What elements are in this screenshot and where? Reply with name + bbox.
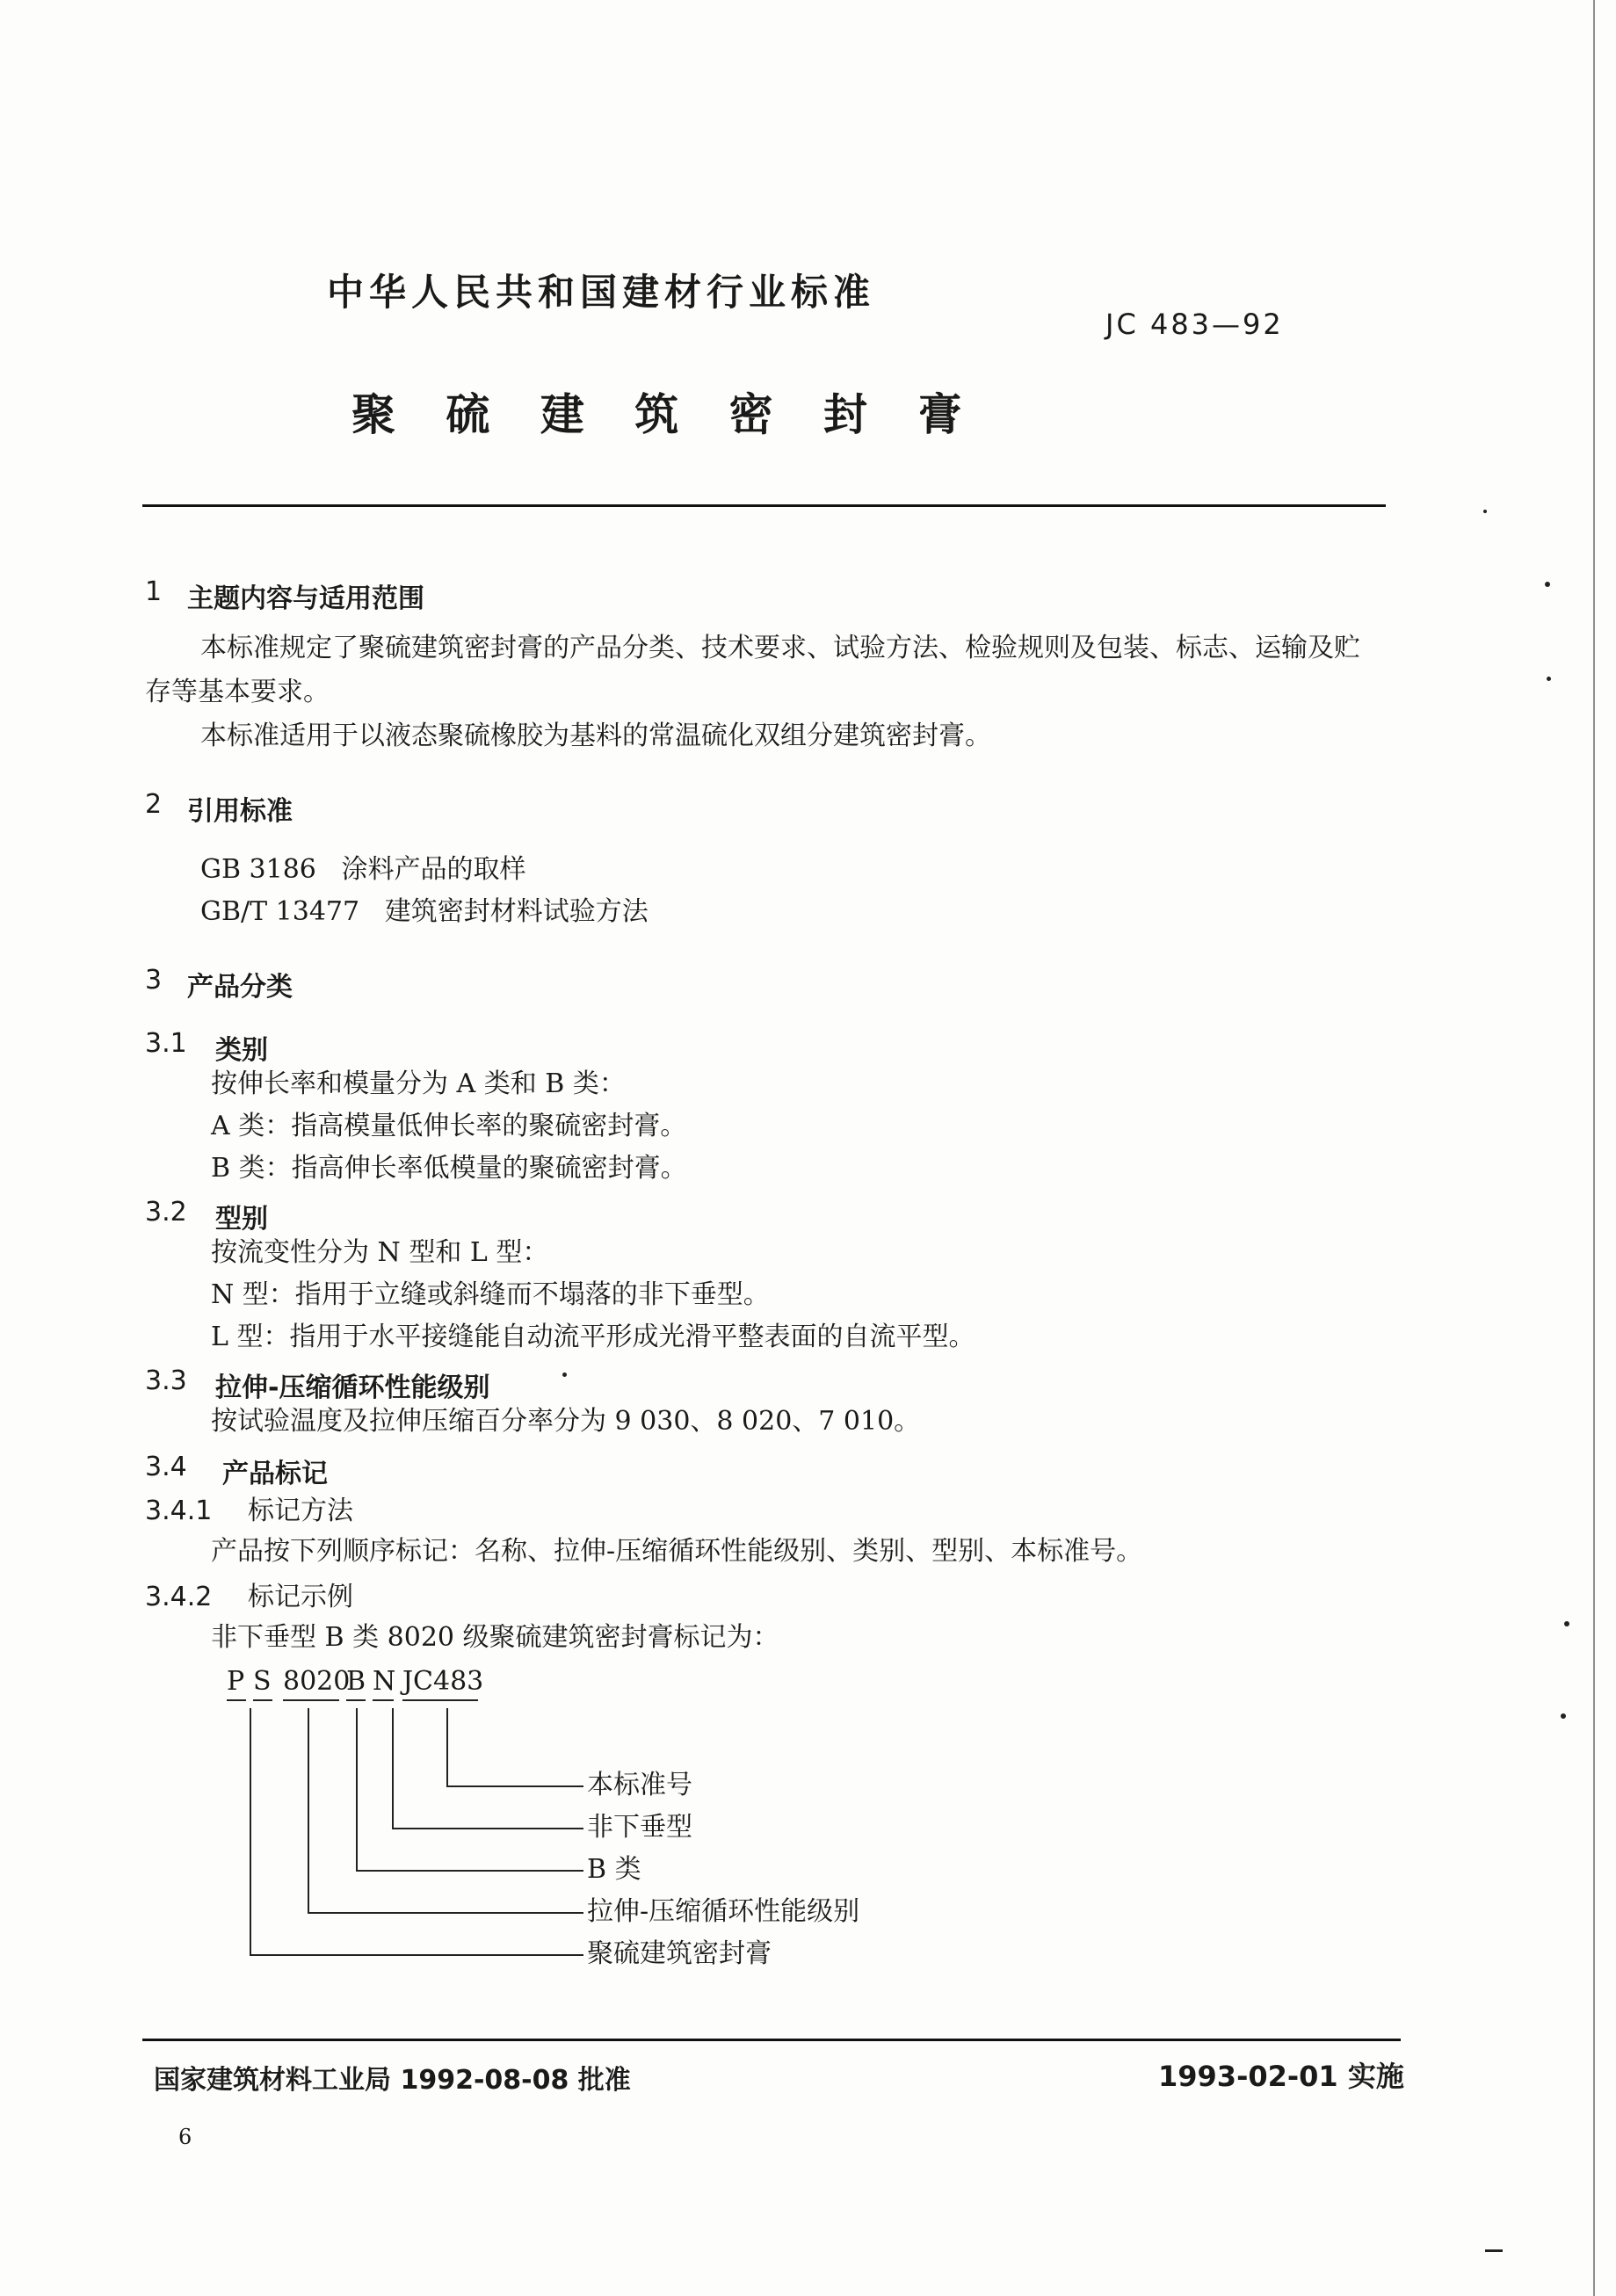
marking-code-grade: 8020	[283, 1666, 351, 1697]
scan-speck	[1485, 2249, 1503, 2252]
section-2-title: 引用标准	[187, 796, 293, 827]
section-1-number: 1	[145, 576, 163, 607]
header-rule	[142, 504, 1386, 507]
section-3-2-title: 型别	[215, 1204, 268, 1235]
leader-vertical-grade	[308, 1708, 309, 1914]
section-1-title: 主题内容与适用范围	[187, 583, 424, 614]
section-3-4-1-number: 3.4.1	[145, 1496, 213, 1526]
leader-vertical-name	[250, 1708, 251, 1956]
reference-1: GB 3186 涂料产品的取样	[200, 854, 526, 885]
scan-speck	[1545, 582, 1550, 587]
section-3-2-line-3: L 型：指用于水平接缝能自动流平形成光滑平整表面的自流平型。	[211, 1322, 975, 1352]
page-number: 6	[178, 2125, 192, 2149]
section-3-4-2-number: 3.4.2	[145, 1582, 213, 1612]
marking-label-standard: 本标准号	[587, 1770, 692, 1800]
leader-horizontal-name	[250, 1954, 583, 1956]
marking-code-s: S	[253, 1666, 273, 1697]
leader-vertical-class	[356, 1708, 358, 1872]
section-3-1-number: 3.1	[145, 1028, 187, 1059]
marking-label-name: 聚硫建筑密封膏	[587, 1938, 772, 1969]
scan-speck	[1483, 510, 1487, 513]
underline-class	[346, 1699, 366, 1701]
underline-grade	[283, 1699, 339, 1701]
underline-p	[227, 1699, 246, 1701]
standard-code: JC 483—92	[1105, 308, 1284, 341]
scan-speck	[1564, 1621, 1569, 1626]
section-3-4-1-title: 标记方法	[248, 1496, 353, 1526]
approval-info: 国家建筑材料工业局 1992-08-08 批准	[154, 2065, 631, 2096]
section-3-3-title: 拉伸-压缩循环性能级别	[215, 1373, 490, 1403]
marking-code-p: P	[227, 1666, 247, 1697]
leader-horizontal-standard	[446, 1785, 583, 1787]
section-3-number: 3	[145, 965, 163, 996]
effective-date: 1993-02-01 实施	[1158, 2060, 1404, 2093]
marking-label-grade: 拉伸-压缩循环性能级别	[587, 1896, 860, 1927]
leader-horizontal-class	[356, 1870, 583, 1872]
section-3-4-1-line-1: 产品按下列顺序标记：名称、拉伸-压缩循环性能级别、类别、型别、本标准号。	[211, 1536, 1143, 1567]
section-3-2-line-2: N 型：指用于立缝或斜缝而不塌落的非下垂型。	[211, 1279, 770, 1310]
section-3-2-line-1: 按流变性分为 N 型和 L 型：	[211, 1237, 549, 1268]
marking-code-class: B	[346, 1666, 366, 1697]
marking-label-class: B 类	[587, 1854, 641, 1885]
marking-label-type: 非下垂型	[587, 1812, 692, 1843]
footer-rule	[142, 2039, 1401, 2041]
section-2-number: 2	[145, 789, 163, 820]
section-3-4-number: 3.4	[145, 1452, 187, 1482]
document-org: 中华人民共和国建材行业标准	[327, 271, 876, 314]
marking-code-standard: JC483	[402, 1666, 484, 1697]
marking-code-type: N	[373, 1666, 396, 1697]
underline-s	[253, 1699, 272, 1701]
section-3-4-2-line-1: 非下垂型 B 类 8020 级聚硫建筑密封膏标记为：	[211, 1622, 779, 1653]
leader-horizontal-grade	[308, 1912, 583, 1914]
scan-speck	[1547, 677, 1551, 681]
section-3-2-number: 3.2	[145, 1197, 187, 1228]
section-1-para-2: 本标准适用于以液态聚硫橡胶为基料的常温硫化双组分建筑密封膏。	[200, 721, 991, 751]
section-3-4-title: 产品标记	[222, 1459, 328, 1489]
scan-edge-line	[1593, 0, 1595, 2296]
scan-speck	[1561, 1713, 1566, 1719]
section-1-para-1-line-2: 存等基本要求。	[145, 677, 330, 707]
leader-vertical-standard	[446, 1708, 448, 1787]
section-3-1-line-3: B 类：指高伸长率低模量的聚硫密封膏。	[211, 1153, 687, 1184]
underline-standard	[402, 1699, 478, 1701]
leader-horizontal-type	[392, 1828, 583, 1829]
document-title: 聚 硫 建 筑 密 封 膏	[351, 389, 980, 440]
section-3-title: 产品分类	[187, 972, 293, 1003]
underline-type	[373, 1699, 394, 1701]
section-3-1-line-1: 按伸长率和模量分为 A 类和 B 类：	[211, 1068, 626, 1099]
section-3-1-line-2: A 类：指高模量低伸长率的聚硫密封膏。	[211, 1111, 687, 1141]
section-3-4-2-title: 标记示例	[248, 1582, 353, 1612]
section-3-3-line-1: 按试验温度及拉伸压缩百分率分为 9 030、8 020、7 010。	[211, 1406, 921, 1437]
reference-2: GB/T 13477 建筑密封材料试验方法	[200, 896, 649, 927]
section-1-para-1-line-1: 本标准规定了聚硫建筑密封膏的产品分类、技术要求、试验方法、检验规则及包装、标志、运输及贮	[200, 633, 1360, 663]
leader-vertical-type	[392, 1708, 394, 1829]
section-3-3-number: 3.3	[145, 1365, 187, 1396]
scan-speck	[562, 1373, 567, 1377]
section-3-1-title: 类别	[215, 1035, 268, 1066]
